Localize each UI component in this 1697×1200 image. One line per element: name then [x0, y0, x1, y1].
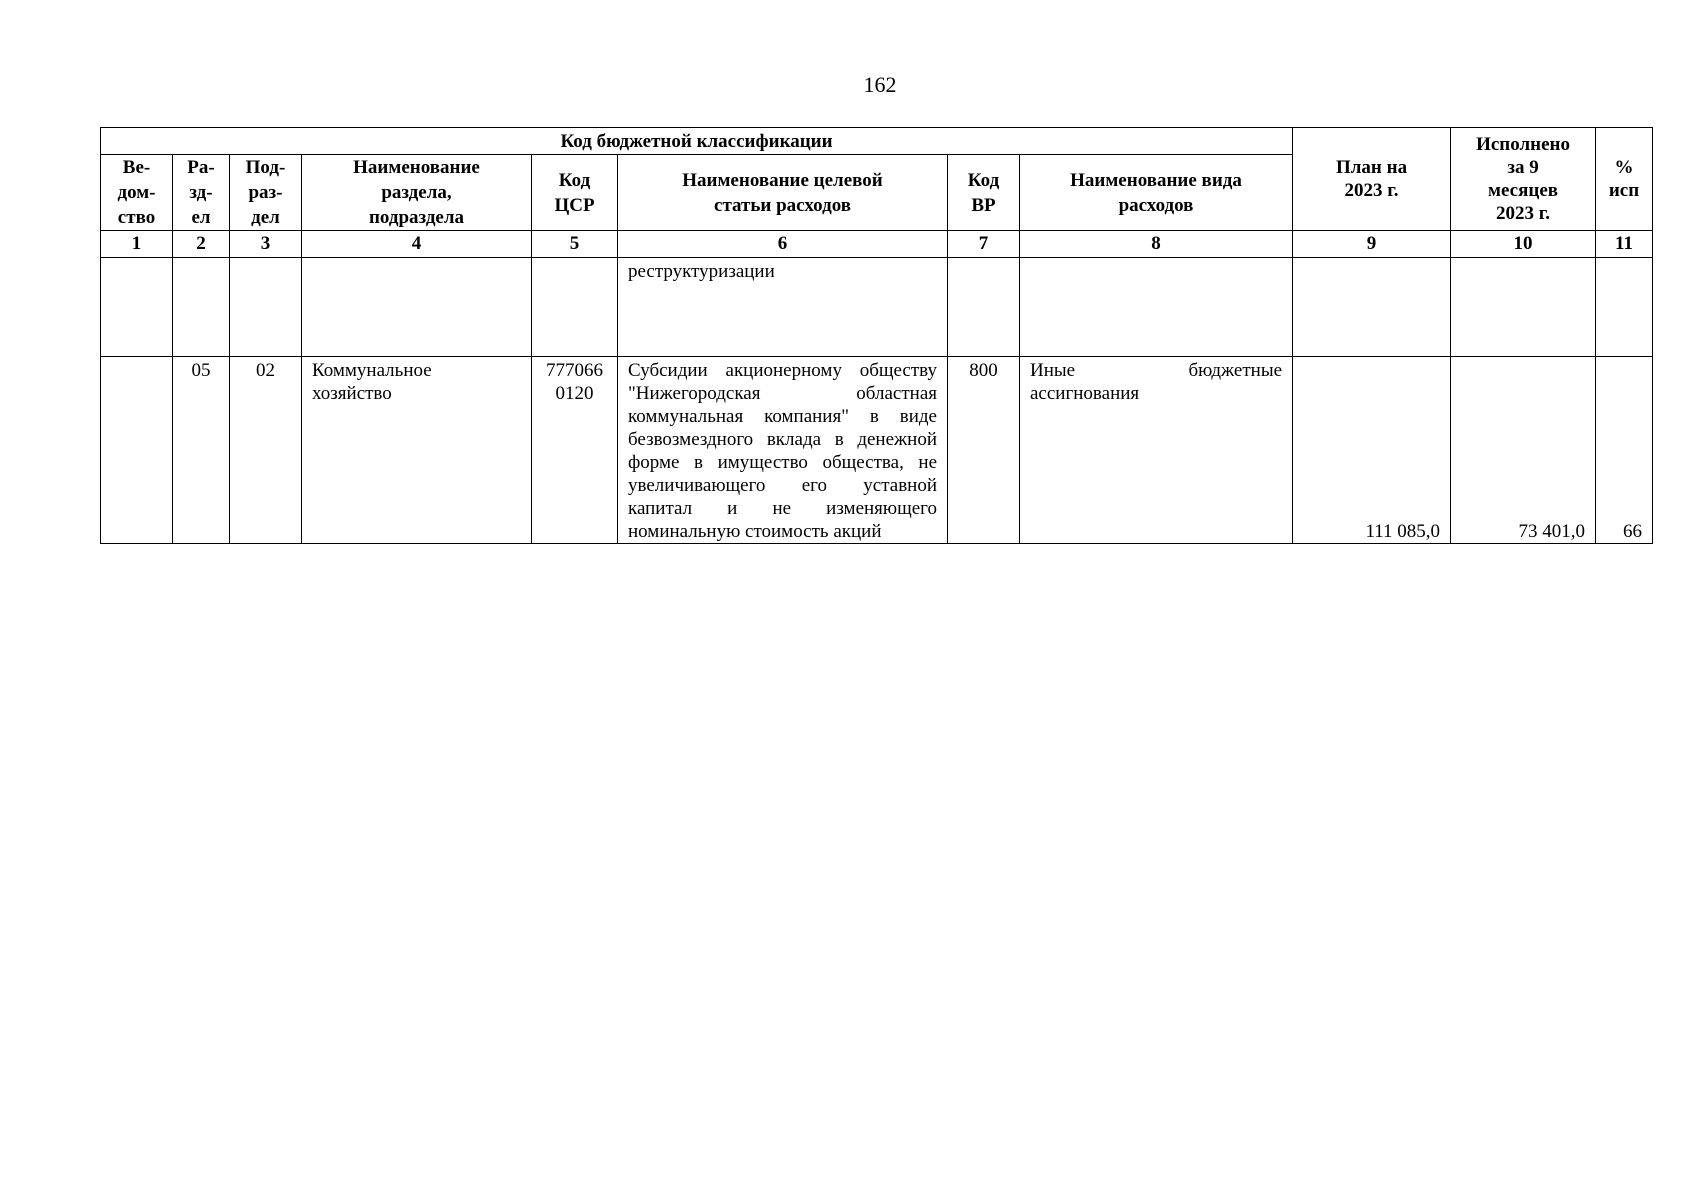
page-number: 162	[863, 72, 897, 97]
group-header-row	[101, 128, 1653, 155]
header-plan: План на 2023 г.	[1293, 128, 1451, 231]
table-row	[101, 258, 1653, 357]
cell-percent	[1596, 258, 1653, 357]
table-row	[101, 357, 1653, 544]
cell-vedomstvo	[101, 258, 173, 357]
header-target-name: Наименование целевой статьи расходов	[618, 155, 948, 231]
header-executed: Исполнено за 9 месяцев 2023 г.	[1451, 128, 1596, 231]
cell-vr-name	[1020, 258, 1293, 357]
column-number: 11	[1596, 231, 1653, 258]
header-csr-code: Код ЦСР	[532, 155, 618, 231]
cell-csr-code: 777066 0120	[532, 357, 618, 544]
group-header-budget-code: Код бюджетной классификации	[101, 128, 1293, 155]
cell-csr-code	[532, 258, 618, 357]
header-percent: % исп	[1596, 128, 1653, 231]
header-razdel-name: Наименование раздела, подраздела	[302, 155, 532, 231]
cell-vedomstvo	[101, 357, 173, 544]
cell-vr-name: Иные бюджетные ассигнования	[1020, 357, 1293, 544]
cell-plan: 111 085,0	[1293, 357, 1451, 544]
header-vr-name: Наименование вида расходов	[1020, 155, 1293, 231]
column-number: 9	[1293, 231, 1451, 258]
column-number: 3	[230, 231, 302, 258]
column-number: 5	[532, 231, 618, 258]
column-number: 7	[948, 231, 1020, 258]
column-number: 4	[302, 231, 532, 258]
cell-target-name: реструктуризации	[618, 258, 948, 357]
cell-plan	[1293, 258, 1451, 357]
column-number: 6	[618, 231, 948, 258]
cell-razdel-name	[302, 258, 532, 357]
cell-vr-code	[948, 258, 1020, 357]
cell-podrazdel	[230, 258, 302, 357]
budget-table	[100, 127, 1653, 544]
column-number: 8	[1020, 231, 1293, 258]
column-number: 1	[101, 231, 173, 258]
cell-executed: 73 401,0	[1451, 357, 1596, 544]
header-razdel: Ра- зд- ел	[173, 155, 230, 231]
cell-target-name: Субсидии акционерному обществу "Нижегородская областная коммунальная компания" в виде безвозмездного вклада в денежной форме в имущество общества, не увеличивающего его уставной капитал и не изменяющего номинальную стоимость акций	[618, 357, 948, 544]
cell-podrazdel: 02	[230, 357, 302, 544]
column-number: 2	[173, 231, 230, 258]
cell-razdel: 05	[173, 357, 230, 544]
header-vr-code: Код ВР	[948, 155, 1020, 231]
column-number: 10	[1451, 231, 1596, 258]
cell-vr-code: 800	[948, 357, 1020, 544]
column-number-row	[101, 231, 1653, 258]
cell-razdel	[173, 258, 230, 357]
cell-razdel-name: Коммунальное хозяйство	[302, 357, 532, 544]
cell-executed	[1451, 258, 1596, 357]
header-vedomstvo: Ве- дом- ство	[101, 155, 173, 231]
cell-percent: 66	[1596, 357, 1653, 544]
header-podrazdel: Под- раз- дел	[230, 155, 302, 231]
